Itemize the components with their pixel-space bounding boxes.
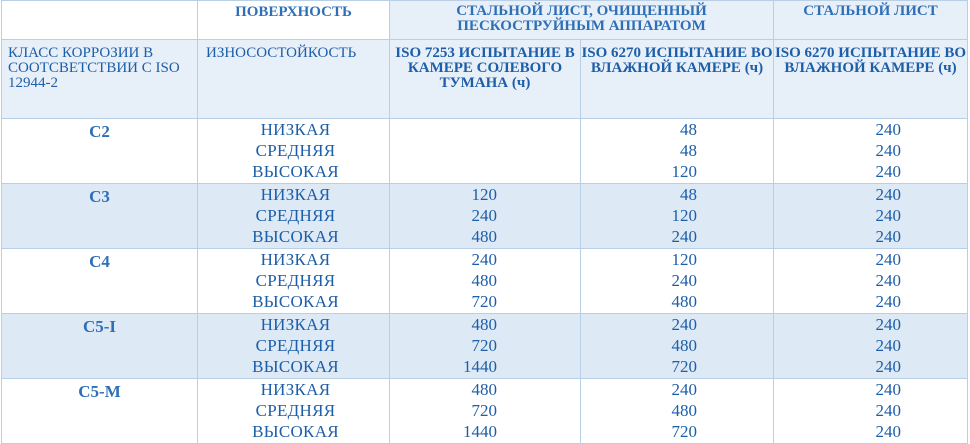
humidity-blasted-hours: 720 xyxy=(671,357,698,376)
humidity-sheet-hours-cell xyxy=(774,184,968,249)
header-group-blasted-sheet: СТАЛЬНОЙ ЛИСТ, ОЧИЩЕННЫЙ ПЕСКОСТРУЙНЫМ АППАРАТОМ xyxy=(390,1,774,40)
salt-spray-hours: 720 xyxy=(471,401,497,420)
humidity-sheet-hours: 240 xyxy=(875,380,902,399)
header-iso6270-blasted: ISO 6270 ИСПЫТАНИЕ ВО ВЛАЖНОЙ КАМЕРЕ (ч) xyxy=(581,40,774,119)
humidity-sheet-hours: 240 xyxy=(875,206,902,225)
wear-level: СРЕДНЯЯ xyxy=(255,141,336,160)
humidity-sheet-hours: 240 xyxy=(875,250,902,269)
humidity-blasted-hours: 120 xyxy=(671,162,698,181)
salt-spray-hours-cell xyxy=(390,314,581,379)
wear-level: СРЕДНЯЯ xyxy=(255,401,336,420)
salt-spray-hours: 480 xyxy=(471,380,497,399)
salt-spray-hours: 720 xyxy=(471,292,497,311)
humidity-sheet-hours: 240 xyxy=(875,357,902,376)
wear-level: ВЫСОКАЯ xyxy=(252,422,339,441)
wear-level: НИЗКАЯ xyxy=(260,315,331,334)
salt-spray-hours: 480 xyxy=(471,315,497,334)
humidity-blasted-hours: 48 xyxy=(680,185,698,204)
corrosion-class-cell: C4 xyxy=(2,249,198,314)
salt-spray-hours-cell xyxy=(390,119,581,184)
humidity-sheet-hours: 240 xyxy=(875,141,902,160)
corrosion-class-cell: C2 xyxy=(2,119,198,184)
salt-spray-hours-cell xyxy=(390,249,581,314)
wear-level-cell xyxy=(198,379,390,444)
header-iso6270-sheet: ISO 6270 ИСПЫТАНИЕ ВО ВЛАЖНОЙ КАМЕРЕ (ч) xyxy=(774,40,968,119)
humidity-blasted-hours: 240 xyxy=(671,380,698,399)
humidity-blasted-hours: 480 xyxy=(671,292,698,311)
corrosion-class-cell: C3 xyxy=(2,184,198,249)
header-surface: ПОВЕРХНОСТЬ xyxy=(198,1,390,40)
table-row xyxy=(2,119,968,184)
humidity-blasted-hours-cell xyxy=(581,184,774,249)
humidity-blasted-hours: 120 xyxy=(671,206,698,225)
wear-level-cell xyxy=(198,184,390,249)
humidity-sheet-hours: 240 xyxy=(875,185,902,204)
humidity-sheet-hours: 240 xyxy=(875,271,902,290)
corrosion-resistance-table xyxy=(1,0,968,444)
header-row-bottom xyxy=(2,40,968,119)
humidity-blasted-hours-cell xyxy=(581,314,774,379)
humidity-sheet-hours: 240 xyxy=(875,315,902,334)
humidity-sheet-hours: 240 xyxy=(875,336,902,355)
table-body xyxy=(2,119,968,444)
header-group-steel-sheet: СТАЛЬНОЙ ЛИСТ xyxy=(774,1,968,40)
wear-level: СРЕДНЯЯ xyxy=(255,206,336,225)
header-iso7253: ISO 7253 ИСПЫТАНИЕ В КАМЕРЕ СОЛЕВОГО ТУМАНА (ч) xyxy=(390,40,581,119)
salt-spray-hours: 480 xyxy=(471,271,497,290)
salt-spray-hours: 240 xyxy=(471,206,497,225)
humidity-sheet-hours: 240 xyxy=(875,401,902,420)
humidity-sheet-hours: 240 xyxy=(875,120,902,139)
corrosion-class-cell: C5-M xyxy=(2,379,198,444)
salt-spray-hours: 1440 xyxy=(463,422,497,441)
salt-spray-hours-cell xyxy=(390,184,581,249)
humidity-blasted-hours-cell xyxy=(581,249,774,314)
humidity-sheet-hours-cell xyxy=(774,314,968,379)
humidity-sheet-hours: 240 xyxy=(875,227,902,246)
humidity-blasted-hours-cell xyxy=(581,119,774,184)
wear-level: ВЫСОКАЯ xyxy=(252,162,339,181)
humidity-blasted-hours: 480 xyxy=(671,336,698,355)
humidity-blasted-hours: 720 xyxy=(671,422,698,441)
salt-spray-hours: 120 xyxy=(471,185,497,204)
header-empty-cell xyxy=(2,1,198,40)
salt-spray-hours: 1440 xyxy=(463,357,497,376)
wear-level-cell xyxy=(198,119,390,184)
humidity-blasted-hours-cell xyxy=(581,379,774,444)
wear-level: ВЫСОКАЯ xyxy=(252,292,339,311)
salt-spray-hours: 480 xyxy=(471,227,497,246)
humidity-sheet-hours: 240 xyxy=(875,292,902,311)
wear-level: ВЫСОКАЯ xyxy=(252,357,339,376)
humidity-blasted-hours: 240 xyxy=(671,227,698,246)
wear-level: СРЕДНЯЯ xyxy=(255,336,336,355)
wear-level: НИЗКАЯ xyxy=(260,250,331,269)
table-row xyxy=(2,314,968,379)
humidity-sheet-hours: 240 xyxy=(875,422,902,441)
humidity-sheet-hours-cell xyxy=(774,119,968,184)
wear-level: НИЗКАЯ xyxy=(260,120,331,139)
humidity-blasted-hours: 480 xyxy=(671,401,698,420)
humidity-blasted-hours: 240 xyxy=(671,271,698,290)
header-corrosion-class: КЛАСС КОРРОЗИИ В СООТСВЕТСТВИИ С ISO 12944-2 xyxy=(2,40,198,119)
humidity-blasted-hours: 120 xyxy=(671,250,698,269)
wear-level: НИЗКАЯ xyxy=(260,380,331,399)
humidity-sheet-hours: 240 xyxy=(875,162,902,181)
salt-spray-hours: 720 xyxy=(471,336,497,355)
humidity-blasted-hours: 240 xyxy=(671,315,698,334)
humidity-blasted-hours: 48 xyxy=(680,120,698,139)
salt-spray-hours: 240 xyxy=(471,250,497,269)
wear-level-cell xyxy=(198,314,390,379)
header-wear-resistance: ИЗНОСОСТОЙКОСТЬ xyxy=(198,40,390,119)
wear-level: СРЕДНЯЯ xyxy=(255,271,336,290)
humidity-sheet-hours-cell xyxy=(774,249,968,314)
salt-spray-hours-cell xyxy=(390,379,581,444)
humidity-blasted-hours: 48 xyxy=(680,141,698,160)
header-row-top xyxy=(2,1,968,40)
wear-level-cell xyxy=(198,249,390,314)
wear-level: ВЫСОКАЯ xyxy=(252,227,339,246)
table-row xyxy=(2,249,968,314)
corrosion-class-cell: C5-I xyxy=(2,314,198,379)
table-row xyxy=(2,184,968,249)
humidity-sheet-hours-cell xyxy=(774,379,968,444)
wear-level: НИЗКАЯ xyxy=(260,185,331,204)
table-row xyxy=(2,379,968,444)
